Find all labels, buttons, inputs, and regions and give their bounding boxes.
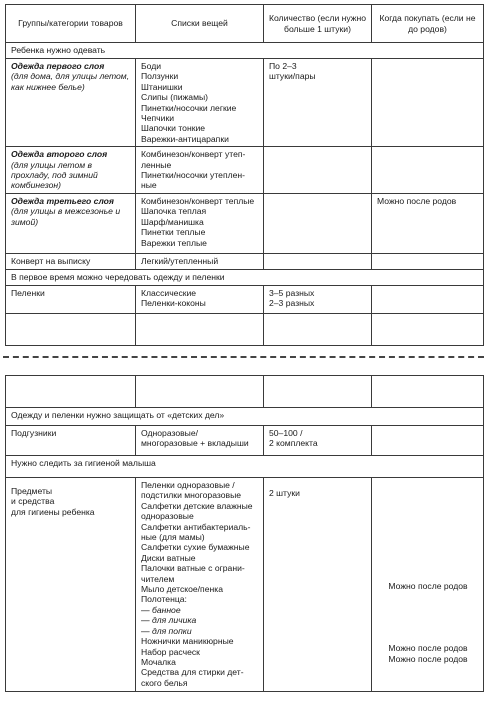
when-cell [372,59,484,147]
layer2-note: (для улицы летом в прохладу, под зимний комбинезон) [11,159,98,191]
table-row [6,478,484,692]
list-item: Чепчики [141,113,174,124]
header-category: Группы/категории товаров [6,5,136,43]
list-item: Классические [141,287,197,298]
quantity-cell [264,147,372,194]
list-item: ленные [141,159,172,170]
list-item: Штанишки [141,81,183,92]
list-item: Варежки-антицарапки [141,133,229,144]
nappies-category: Подгузники [6,426,136,456]
list-item: — для попки [141,625,192,636]
header-quantity: Количество (если нужно больше 1 штуки) [264,5,372,43]
empty-cell [264,376,372,408]
when-line: Можно после родов [388,581,468,591]
list-item: Пеленки-коконы [141,298,206,309]
hygiene-category-line: Предметы [11,486,53,496]
quantity-line: По 2–3 [269,61,297,71]
section-title-hygiene: Нужно следить за гигиеной малыша [6,456,484,478]
items-cell [136,193,264,253]
quantity-line: 2 штуки [269,488,300,498]
list-item: Шапочка теплая [141,206,207,217]
list-item: Пинетки/носочки утеплен- [141,170,246,181]
when-line: Можно после родов [388,643,468,654]
list-item: Слипы (пижамы) [141,92,209,103]
upper-table [5,4,484,346]
header-items: Списки вещей [136,5,264,43]
quantity-cell [264,426,372,456]
layer3-note: (для улицы в межсезонье и зимой) [11,206,121,227]
list-item: Средства для стирки дет- [141,667,244,678]
quantity-cell [264,478,372,692]
items-cell [136,426,264,456]
layer1-note: (для дома, для улицы летом, как нижнее белье) [11,71,130,92]
header-row [6,5,484,43]
hygiene-category-line: и средства [11,496,55,507]
list-item: многоразовые + вкладыши [141,438,249,449]
section-title-alternate: В первое время можно чередовать одежду и пеленки [6,269,484,285]
quantity-line: 50–100 / [269,428,303,438]
empty-cell [372,376,484,408]
list-item: Салфетки детские влажные [141,500,253,511]
list-item: Диски ватные [141,552,196,563]
list-item: ского белья [141,677,188,688]
section-title-protect: Одежду и пеленки нужно защищать от «детских дел» [6,408,484,426]
envelope-item: Легкий/утепленный [136,253,264,269]
layer2-title: Одежда второго слоя [11,149,108,160]
layer3-title: Одежда третьего слоя [11,195,114,206]
list-item: Ножнички маникюрные [141,636,234,647]
table-row [6,376,484,408]
list-item: Палочки ватные с ограни- [141,563,245,574]
when-line: Можно после родов [388,653,468,664]
empty-cell [6,376,136,408]
items-cell [136,478,264,692]
list-item: Варежки теплые [141,237,207,248]
quantity-cell [264,253,372,269]
quantity-line: 3–5 разных [269,287,315,298]
diapers-category: Пеленки [6,285,136,313]
items-cell [136,59,264,147]
empty-cell [264,313,372,345]
quantity-line: штуки/пары [269,71,316,82]
list-item: Комбинезон/конверт утеп- [141,149,246,160]
quantity-cell [264,193,372,253]
envelope-category: Конверт на выписку [6,253,136,269]
section-title-dressing: Ребенка нужно одевать [6,43,484,59]
hygiene-category-line: для гигиены ребенка [11,506,95,517]
list-item: ные (для мамы) [141,532,205,543]
list-item: Салфетки антибактериаль- [141,521,251,532]
when-cell [372,147,484,194]
list-item: Пеленки одноразовые / [141,480,235,490]
when-cell [372,478,484,692]
category-cell [6,193,136,253]
when-cell [372,253,484,269]
header-when-to-buy: Когда покупать (если не до родов) [372,5,484,43]
quantity-line: 2–3 разных [269,298,315,309]
empty-cell [372,313,484,345]
list-item: Ползунки [141,71,179,82]
list-item: Набор расческ [141,646,200,657]
list-item: Одноразовые/ [141,428,199,438]
list-item: — для личика [141,615,197,626]
list-item: Мыло детское/пенка [141,584,223,595]
list-item: Полотенца: [141,594,187,605]
list-item: Боди [141,61,162,71]
lower-table [5,375,484,692]
quantity-cell [264,59,372,147]
table-row [6,426,484,456]
list-item: Комбинезон/конверт теплые [141,195,255,206]
table-row [6,59,484,147]
list-item: ные [141,180,157,191]
empty-cell [136,313,264,345]
list-item: Шапочки тонкие [141,123,206,134]
list-item: Пинетки теплые [141,227,206,238]
when-cell [372,285,484,313]
list-item: Салфетки сухие бумажные [141,542,250,553]
list-item: одноразовые [141,511,194,522]
table-row [6,147,484,194]
list-item: — банное [141,604,181,615]
category-cell [6,147,136,194]
list-item: Шарф/манишка [141,216,204,227]
when-cell: Можно после родов [372,193,484,253]
list-item: Мочалка [141,656,176,667]
list-item: чителем [141,573,175,584]
quantity-line: 2 комплекта [269,438,318,449]
table-row [6,313,484,345]
items-cell [136,285,264,313]
list-item: Пинетки/носочки легкие [141,102,237,113]
list-item: подстилки многоразовые [141,490,242,501]
page-break-dashed-line [3,356,484,358]
empty-cell [6,313,136,345]
quantity-cell [264,285,372,313]
table-row [6,193,484,253]
category-cell [6,59,136,147]
category-cell [6,478,136,692]
items-cell [136,147,264,194]
table-row [6,253,484,269]
empty-cell [136,376,264,408]
when-cell [372,426,484,456]
table-row [6,285,484,313]
layer1-title: Одежда первого слоя [11,61,105,71]
